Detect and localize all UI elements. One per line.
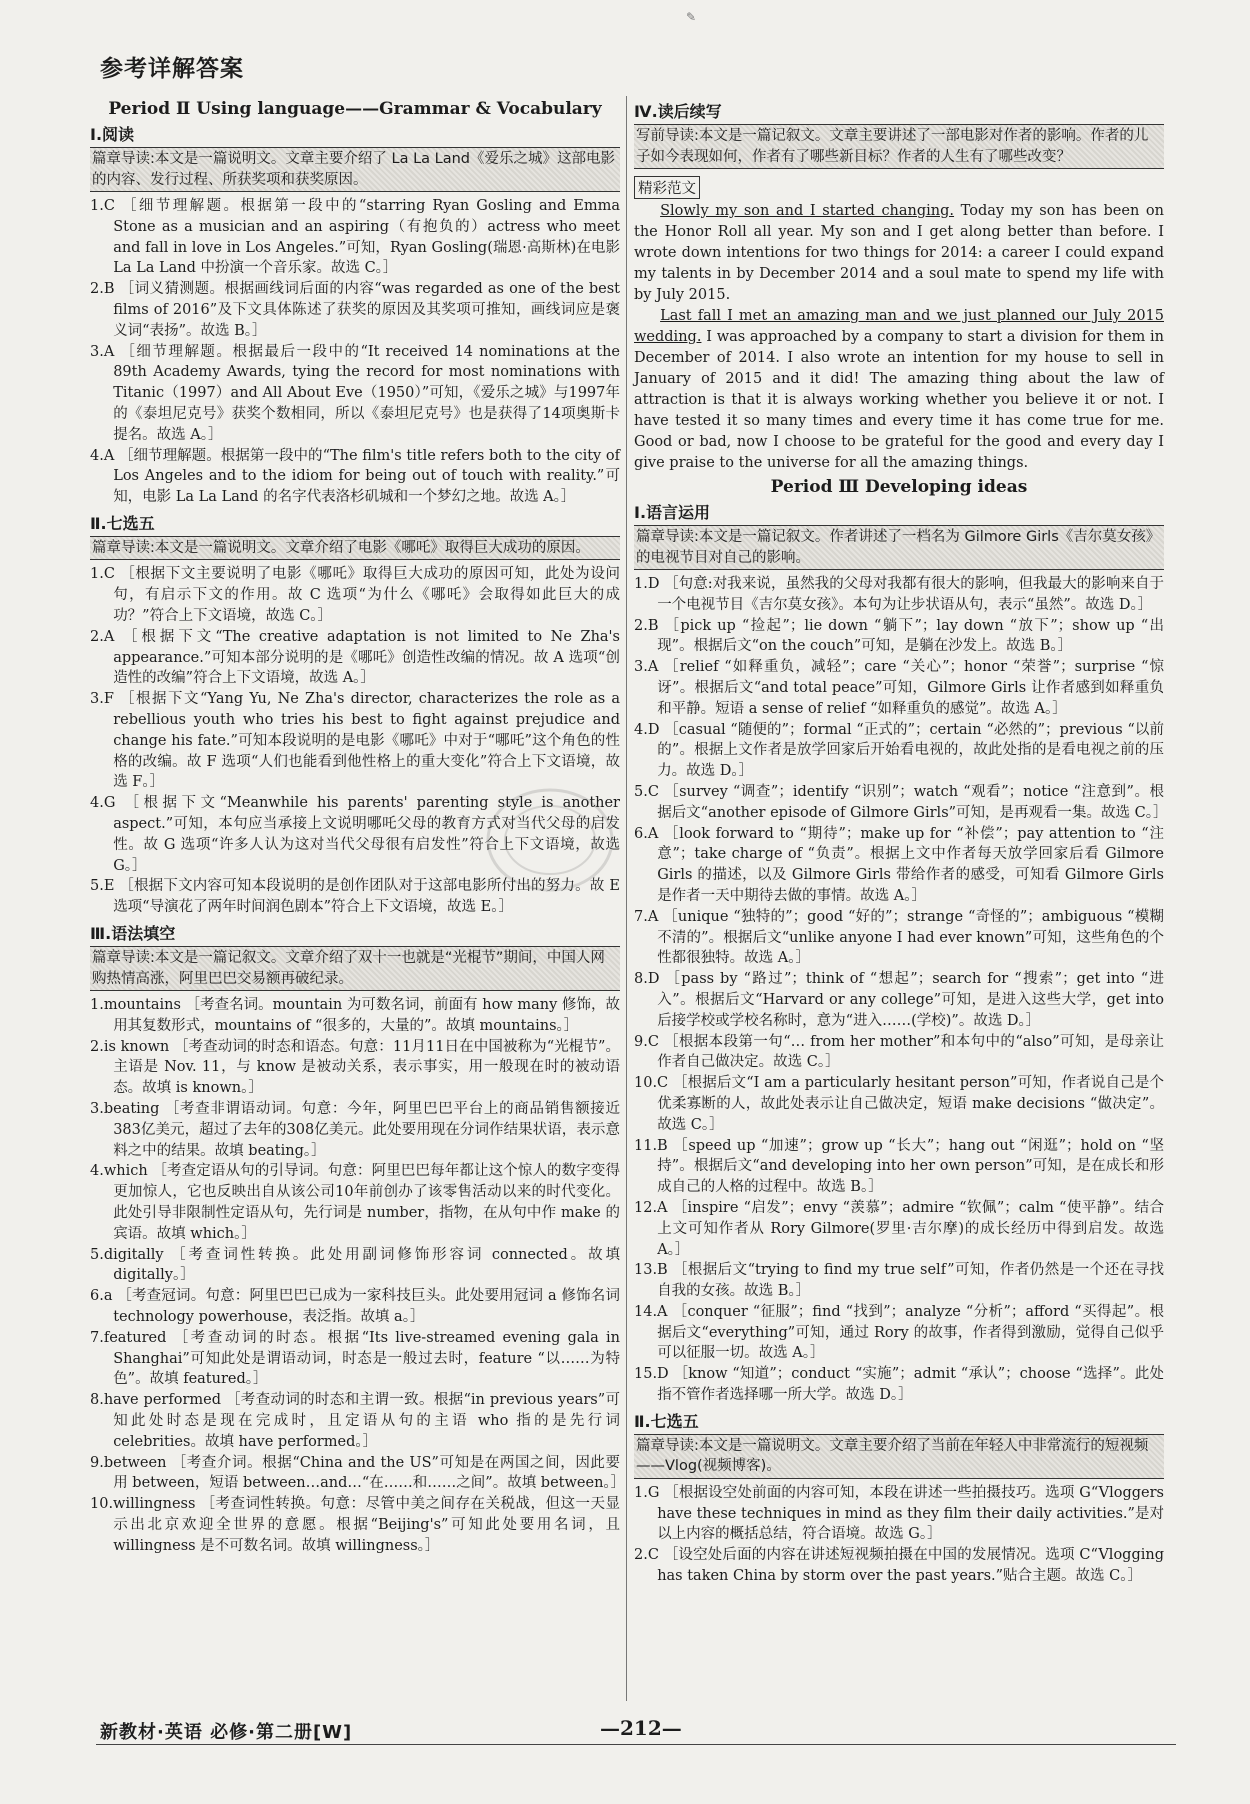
answer-item: 8.D ［pass by “路过”；think of “想起”；search for “搜索”；get into “进入”。根据后文“Harvard or any college”可知，是进入这些大学，get into 后接学校或学校名称时，意为“进入……(学校)”。故选 D。］: [634, 971, 1164, 1029]
answer-item: 3.A ［细节理解题。根据最后一段中的“It received 14 nominations at the 89th Academy Awards, tying the record for most nominations with Titanic（1997）and All About Eve（1950）”可知，《爱乐之城》与1997年的《泰坦尼克号》获奖个数相同，所以《泰坦尼克号》也是获得了14项奥斯卡提名。故选 A。］: [90, 343, 620, 443]
answer-item: 9.between ［考查介词。根据“China and the US”可知是在两国之间，因此要用 between，短语 between…and…“在……和……之间”。故填 between。］: [90, 1454, 626, 1492]
language-use-answers: [634, 574, 1168, 1406]
answer-item: 2.B ［词义猜测题。根据画线词后面的内容“was regarded as one of the best films of 2016”及下文具体陈述了获奖的原因及其奖项可推知，画线词应是褒义词“表扬”。故选 B。］: [90, 281, 620, 339]
column-divider: [626, 96, 627, 1701]
answer-item: 3.A ［relief “如释重负，减轻”；care “关心”；honor “荣誉”；surprise “惊讶”。根据后文“and total peace”可知，Gilmore Girls 让作者感到如释重负和平静。短语 a sense of relief “如释重负的感觉”。故选 A。］: [634, 659, 1164, 717]
answer-item: 6.A ［look forward to “期待”；make up for “补偿”；pay attention to “注意”；take charge of “负责”。根据上文中作者每天放学回家后看 Gilmore Girls 的描述，以及 Gilmore Girls 带给作者的感受，可知看 Gilmore Girls 是作者一天中期待去做的事情。故选 A。］: [634, 825, 1164, 904]
answer-item: 15.D ［know “知道”；conduct “实施”；admit “承认”；choose “选择”。此处指不管作者选择哪一所大学。故选 D。］: [634, 1366, 1164, 1404]
answer-item: 5.digitally ［考查词性转换。此处用副词修饰形容词 connected。故填 digitally。］: [90, 1246, 620, 1284]
section-grammar-head: Ⅲ.语法填空: [90, 924, 176, 943]
essay-p1-body: Today my son has been on the Honor Roll all year. My son and I get along better than before. I wrote down intentions for two things for 2014: a career I could expand my talents in by December 2014 and a soul mate to spend my life with by July 2015.: [634, 203, 1164, 303]
period-2-title: Period Ⅱ Using language——Grammar & Vocabulary: [108, 99, 602, 119]
answer-item: 1.D ［句意:对我来说，虽然我的父母对我都有很大的影响，但我最大的影响来自于一个电视节目《吉尔莫女孩》。本句为让步状语从句，表示“虽然”。故选 D。］: [634, 576, 1164, 613]
seven-five-guide: 篇章导读:本文是一篇说明文。文章介绍了电影《哪吒》取得巨大成功的原因。: [90, 536, 620, 561]
footer-rule: [96, 1744, 1176, 1745]
grammar-guide: 篇章导读:本文是一篇记叙文。文章介绍了双十一也就是“光棍节”期间，中国人网购热情高涨，阿里巴巴交易额再破纪录。: [90, 946, 620, 991]
grammar-answers: [90, 995, 626, 1557]
page-number: —212—: [600, 1716, 682, 1740]
answer-item: 1.C ［细节理解题。根据第一段中的“starring Ryan Gosling and Emma Stone as a musician and an aspiring（有抱负的）actress who meet and fall in love in Los Angeles.”可知，Ryan Gosling(瑞恩·高斯林)在电影 La La Land 中扮演一个音乐家。故选 C。］: [90, 198, 620, 277]
answer-item: 4.G ［根据下文“Meanwhile his parents' parenting style is another aspect.”可知，本句应当承接上文说明哪吒父母的教育方式对当代父母的启发性。故 G 选项“许多人认为这对当代父母很有启发性”符合上下文语境，故选 G。］: [90, 795, 620, 874]
essay-paragraph-2: [634, 306, 1164, 474]
reading-answers: [90, 196, 620, 508]
period-3-title: Period Ⅲ Developing ideas: [770, 477, 1028, 497]
answer-item: 7.featured ［考查动词的时态。根据“Its live-streamed evening gala in Shanghai”可知此处是谓语动词，时态是一般过去时，feature “以……为特色”。故填 featured。］: [90, 1329, 620, 1388]
answer-item: 9.C ［根据本段第一句“… from her mother”和本句中的“also”可知，是母亲让作者自己做决定。故选 C。］: [634, 1033, 1164, 1071]
answer-item: 2.C ［设空处后面的内容在讲述短视频拍摄在中国的发展情况。选项 C“Vlogging has taken China by storm over the past years.”贴合主题。故选 C。］: [634, 1547, 1164, 1585]
answer-item: 1.G ［根据设空处前面的内容可知，本段在讲述一些拍摄技巧。选项 G“Vloggers have these techniques in mind as they film their daily activities.”是对以上内容的概括总结，符合语境。故选 G。］: [634, 1484, 1164, 1543]
answer-item: 10.C ［根据后文“I am a particularly hesitant person”可知，作者说自己是个优柔寡断的人，故此处表示让自己做决定，短语 make decisions “做决定”。故选 C。］: [634, 1075, 1164, 1133]
printer-mark-icon: ✎: [686, 10, 697, 24]
answer-item: 4.which ［考查定语从句的引导词。句意：阿里巴巴每年都让这个惊人的数字变得更加惊人，它也反映出自从该公司10年前创办了该零售活动以来的时代变化。此处引导非限制性定语从句，先行词是 number，指物，在从句中作 make 的宾语。故填 which。］: [90, 1163, 620, 1242]
answer-item: 2.is known ［考查动词的时态和语态。句意：11月11日在中国被称为“光棍节”。主语是 Nov. 11，与 know 是被动关系，表示事实，用一般现在时的被动语态。故填 is known。］: [90, 1038, 620, 1097]
watermark-stamp-icon: [480, 780, 620, 900]
language-use-guide: 篇章导读:本文是一篇记叙文。作者讲述了一档名为 Gilmore Girls《吉尔莫女孩》的电视节目对自己的影响。: [634, 525, 1164, 570]
answer-item: 8.have performed ［考查动词的时态和主谓一致。根据“in previous years”可知此处时态是现在完成时，且定语从句的主语 who 指的是先行词 celebrities。故填 have performed。］: [90, 1392, 620, 1450]
footer-book-title: 新教材·英语 必修·第二册[W]: [100, 1722, 353, 1743]
page-title: 参考详解答案: [100, 56, 244, 82]
section-reading-head: Ⅰ.阅读: [90, 125, 135, 144]
sample-essay-tag: 精彩范文: [634, 176, 700, 199]
answer-item: 10.willingness ［考查词性转换。句意：尽管中美之间存在关税战，但这一天显示出北京欢迎全世界的意愿。根据“Beijing's”可知此处要用名词，且 willingness 是不可数名词。故填 willingness。］: [90, 1496, 620, 1554]
answer-item: 13.B ［根据后文“trying to find my true self”可知，作者仍然是一个还在寻找自我的女孩。故选 B。］: [634, 1262, 1164, 1300]
answer-item: 12.A ［inspire “启发”；envy “羡慕”；admire “钦佩”；calm “使平静”。结合上文可知作者从 Rory Gilmore(罗里·吉尔摩)的成长经历中得到启发。故选 A。］: [634, 1199, 1164, 1258]
answer-item: 7.A ［unique “独特的”；good “好的”；strange “奇怪的”；ambiguous “模糊不清的”。根据后文“unlike anyone I had ever known”可知，这些角色的个性都很独特。故选 A。］: [634, 908, 1164, 967]
answer-item: 14.A ［conquer “征服”；find “找到”；analyze “分析”；afford “买得起”。根据后文“everything”可知，通过 Rory 的故事，作者得到激励，觉得自己似乎可以征服一切。故选 A。］: [634, 1303, 1164, 1362]
answer-item: 4.A ［细节理解题。根据第一段中的“The film's title refers both to the city of Los Angeles and to the idiom for being out of touch with reality.”可知，电影 La La Land 的名字代表洛杉矶城和一个梦幻之地。故选 A。］: [90, 447, 620, 506]
seven-five-2-answers: [634, 1483, 1164, 1587]
essay-p1-opening: Slowly my son and I started changing.: [660, 203, 955, 219]
reading-guide: 篇章导读:本文是一篇说明文。文章主要介绍了 La La Land《爱乐之城》这部电影的内容、发行过程、所获奖项和获奖原因。: [90, 147, 620, 192]
essay-p2-body: I was approached by a company to start a division for them in December of 2014. I also wrote an intention for my house to sell in January of 2015 and it did! The amazing thing about the law of attraction is that it is always working whether you believe it or not. I have tested it so many times and every time it has come true for me. Good or bad, now I choose to be grateful for the good and every day I give praise to the universe for all the amazing things.: [634, 329, 1164, 471]
answer-item: 1.C ［根据下文主要说明了电影《哪吒》取得巨大成功的原因可知，此处为设问句，有启示下文的作用。故 C 选项“为什么《哪吒》会取得如此巨大的成功？”符合上下文语境，故选 C。］: [90, 566, 620, 625]
answer-item: 2.A ［根据下文“The creative adaptation is not limited to Ne Zha's appearance.”可知本部分说明的是《哪吒》创造性改编的情况。故 A 选项“创造性的改编”符合上下文语境，故选 A。］: [90, 628, 620, 687]
section-continuation-head: Ⅳ.读后续写: [634, 102, 722, 121]
continuation-guide: 写前导读:本文是一篇记叙文。文章主要讲述了一部电影对作者的影响。作者的儿子如今表现如何，作者有了哪些新目标？作者的人生有了哪些改变？: [634, 124, 1164, 169]
answer-item: 11.B ［speed up “加速”；grow up “长大”；hang out “闲逛”；hold on “坚持”。根据后文“and developing into her own person”可知，是在成长和形成自己的人格的过程中。故选 B。］: [634, 1137, 1164, 1196]
section-language-use-head: Ⅰ.语言运用: [634, 503, 711, 522]
section-seven-five-head: Ⅱ.七选五: [90, 513, 155, 533]
answer-item: 3.F ［根据下文“Yang Yu, Ne Zha's director, characterizes the role as a rebellious youth who tries his best to fight against prejudice and change his fate.”可知本段说明的是电影《哪吒》中对于“哪吒”这个角色的性格的改编。故 F 选项“人们也能看到他性格上的重大变化”符合上下文语境，故选 F。］: [90, 691, 620, 791]
answer-item: 1.mountains ［考查名词。mountain 为可数名词，前面有 how many 修饰，故用其复数形式，mountains of “很多的，大量的”。故填 mountains。］: [90, 997, 620, 1034]
essay-p2-opening: Last fall I met an amazing man and we just planned our July 2015 wedding.: [634, 308, 1164, 345]
seven-five-2-guide: 篇章导读:本文是一篇说明文。文章主要介绍了当前在年轻人中非常流行的短视频——Vlog(视频博客)。: [634, 1434, 1164, 1479]
answer-item: 3.beating ［考查非谓语动词。句意：今年，阿里巴巴平台上的商品销售额接近383亿美元，超过了去年的308亿美元。此处要用现在分词作结果状语，表示意料之中的结果。故填 beating。］: [90, 1100, 620, 1159]
answer-item: 5.C ［survey “调查”；identify “识别”；watch “观看”；notice “注意到”。根据后文“another episode of Gilmore Girls”可知，是再观看一集。故选 C。］: [634, 783, 1168, 821]
answer-item: 2.B ［pick up “捡起”；lie down “躺下”；lay down “放下”；show up “出现”。根据后文“on the couch”可知，是躺在沙发上。故选 B。］: [634, 617, 1164, 655]
section-seven-five-2-head: Ⅱ.七选五: [634, 1411, 699, 1431]
answer-item: 4.D ［casual “随便的”；formal “正式的”；certain “必然的”；previous “以前的”。根据上文作者是放学回家后开始看电视的，故此处指的是看电视之前的压力。故选 D。］: [634, 721, 1164, 780]
right-column: [634, 96, 1168, 1587]
answer-item: 5.E ［根据下文内容可知本段说明的是创作团队对于这部电影所付出的努力。故 E 选项“导演花了两年时间润色剧本”符合上下文语境，故选 E。］: [90, 878, 620, 916]
essay-paragraph-1: [634, 201, 1164, 306]
answer-item: 6.a ［考查冠词。句意：阿里巴巴已成为一家科技巨头。此处要用冠词 a 修饰名词 technology powerhouse，表泛指。故填 a。］: [90, 1288, 620, 1325]
